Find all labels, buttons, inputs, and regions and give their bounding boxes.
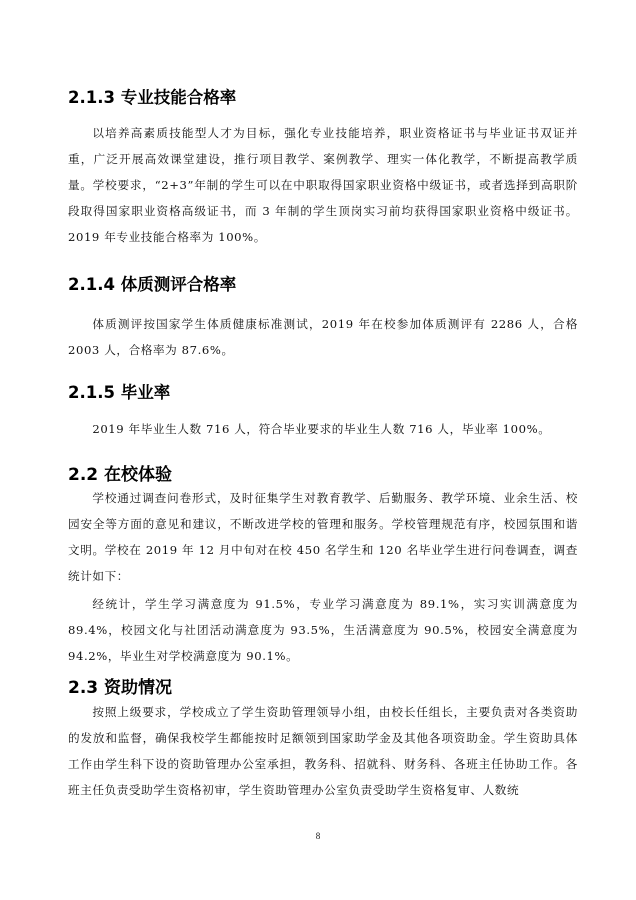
paragraph-2-2-stats: 经统计，学生学习满意度为 91.5%，专业学习满意度为 89.1%，实习实训满意度为 89.4%，校园文化与社团活动满意度为 93.5%，生活满意度为 90.5%，校园安全满意度为 94.2%，毕业生对学校满意度为 90.1%。 xyxy=(68,597,578,663)
paragraph-2-1-3: 以培养高素质技能型人才为目标，强化专业技能培养，职业资格证书与毕业证书双证并重，广泛开展高效课堂建设，推行项目教学、案例教学、理实一体化教学，不断提高教学质量。学校要求，“2+3”年制的学生可以在中职取得国家职业资格中级证书，或者选择到高职阶段取得国家职业资格高级证书，而 3 年制的学生顶岗实习前均获得国家职业资格中级证书。2019 年专业技能合格率为 100%。 xyxy=(68,126,578,244)
heading-2-1-5: 2.1.5 毕业率 xyxy=(68,383,171,402)
paragraph-2-1-4: 体质测评按国家学生体质健康标准测试，2019 年在校参加体质测评有 2286 人，合格 2003 人，合格率为 87.6%。 xyxy=(68,317,578,357)
heading-2-2: 2.2 在校体验 xyxy=(68,465,173,485)
paragraph-2-2-survey: 学校通过调查问卷形式，及时征集学生对教育教学、后勤服务、教学环境、业余生活、校园安全等方面的意见和建议，不断改进学校的管理和服务。学校管理规范有序，校园氛围和谐文明。学校在 2019 年 12 月中旬对在校 450 名学生和 120 名毕业学生进行问卷调查，调查统计如下： xyxy=(68,491,578,583)
heading-2-3: 2.3 资助情况 xyxy=(68,678,173,698)
heading-2-1-3: 2.1.3 专业技能合格率 xyxy=(68,88,237,107)
heading-2-1-4: 2.1.4 体质测评合格率 xyxy=(68,275,237,294)
paragraph-2-3: 按照上级要求，学校成立了学生资助管理领导小组，由校长任组长，主要负责对各类资助的发放和监督，确保我校学生都能按时足额领到国家助学金及其他各项资助金。学生资助具体工作由学生科下设的资助管理办公室承担，教务科、招就科、财务科、各班主任协助工作。各班主任负责受助学生资格初审，学生资助管理办公室负责受助学生资格复审、人数统 xyxy=(68,705,578,797)
page-number: 8 xyxy=(315,831,321,841)
paragraph-2-1-5: 2019 年毕业生人数 716 人，符合毕业要求的毕业生人数 716 人，毕业率 100%。 xyxy=(92,422,551,436)
